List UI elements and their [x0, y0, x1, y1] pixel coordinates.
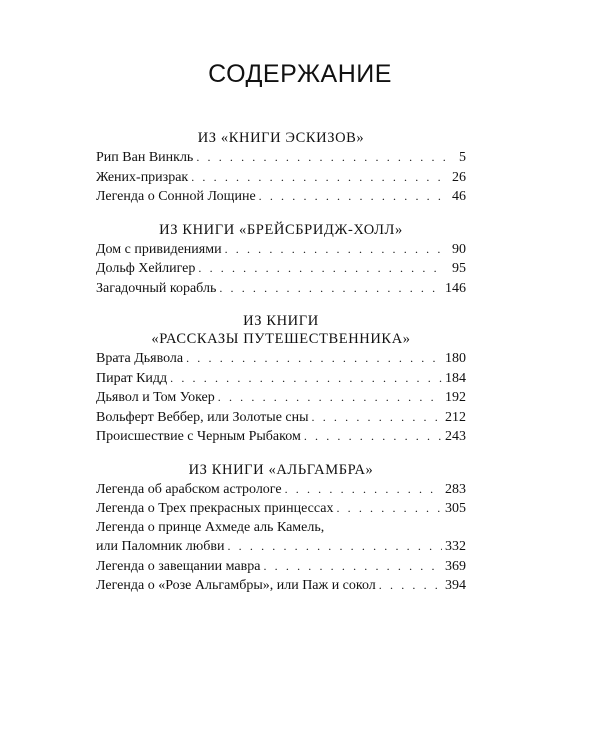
toc-entry[interactable]: [96, 240, 466, 260]
entry-title: Легенда о Трех прекрасных принцессах: [96, 501, 334, 516]
dot-leader: [170, 369, 442, 388]
entry-page-number: 305: [445, 501, 466, 516]
entry-title: или Паломник любви: [96, 539, 225, 554]
entry-title: Жених-призрак: [96, 169, 189, 185]
dot-leader: [219, 279, 442, 298]
dot-leader: [196, 148, 445, 167]
entry-title: Происшествие с Черным Рыбаком: [96, 429, 301, 444]
entry-title: Легенда о «Розе Альгамбры», или Паж и сокол: [96, 578, 376, 593]
dot-leader: [379, 576, 442, 595]
entry-page-number: 46: [452, 189, 466, 204]
dot-leader: [259, 187, 445, 206]
toc-section: [96, 222, 466, 299]
entry-title: Пират Кидд: [96, 370, 168, 386]
toc-entry[interactable]: [96, 576, 466, 596]
entry-page-number: 146: [445, 280, 466, 296]
toc-entry[interactable]: [96, 537, 466, 557]
toc-entry[interactable]: [96, 388, 466, 408]
entry-title: Врата Дьявола: [96, 351, 184, 366]
section-heading: ИЗ «КНИГИ ЭСКИЗОВ»: [197, 130, 365, 146]
entry-title: Дом с привидениями: [96, 241, 222, 257]
entry-page-number: 180: [445, 351, 466, 366]
dot-leader: [312, 408, 442, 427]
dot-leader: [285, 480, 442, 499]
toc-entry[interactable]: [96, 349, 466, 369]
entry-title: Дольф Хейлигер: [96, 261, 196, 276]
entry-title: Загадочный корабль: [96, 280, 217, 296]
entry-page-number: 90: [452, 241, 466, 257]
toc-entry[interactable]: [96, 187, 466, 207]
entry-title: Вольферт Веббер, или Золотые сны: [96, 409, 309, 425]
section-heading: ИЗ КНИГИ «АЛЬГАМБРА»: [188, 461, 374, 478]
toc-entry[interactable]: [96, 557, 466, 577]
toc-entry[interactable]: [96, 259, 466, 279]
table-of-contents: [96, 130, 466, 611]
toc-entry[interactable]: [96, 480, 466, 500]
dot-leader: [225, 240, 445, 259]
entry-page-number: 243: [445, 429, 466, 444]
section-heading-line1: ИЗ КНИГИ: [243, 313, 319, 329]
entry-title: Легенда о Сонной Лощине: [96, 189, 256, 204]
dot-leader: [227, 537, 442, 556]
entry-page-number: 5: [459, 150, 466, 165]
entry-page-number: 283: [445, 481, 466, 497]
dot-leader: [218, 388, 442, 407]
entry-page-number: 184: [445, 370, 466, 386]
entry-page-number: 212: [445, 409, 466, 425]
entry-page-number: 332: [445, 539, 466, 554]
entry-title-first-line[interactable]: Легенда о принце Ахмеде аль Камель,: [96, 519, 325, 535]
toc-entry[interactable]: [96, 148, 466, 168]
toc-entry[interactable]: [96, 408, 466, 428]
entry-title: Легенда об арабском астрологе: [96, 481, 282, 497]
entry-page-number: 26: [452, 169, 466, 185]
dot-leader: [191, 168, 445, 187]
dot-leader: [263, 557, 442, 576]
dot-leader: [198, 259, 445, 278]
page-title: СОДЕРЖАНИЕ: [208, 60, 392, 88]
toc-entry[interactable]: [96, 279, 466, 299]
section-heading-line2: «РАССКАЗЫ ПУТЕШЕСТВЕННИКА»: [151, 331, 411, 347]
entry-page-number: 192: [445, 390, 466, 405]
toc-entry[interactable]: [96, 369, 466, 389]
toc-entry[interactable]: [96, 168, 466, 188]
toc-section: [96, 462, 466, 596]
toc-entry[interactable]: [96, 427, 466, 447]
section-heading: ИЗ КНИГИ «БРЕЙСБРИДЖ-ХОЛЛ»: [159, 221, 403, 238]
entry-page-number: 394: [445, 578, 466, 593]
entry-title: Дьявол и Том Уокер: [96, 390, 215, 405]
entry-page-number: 95: [452, 261, 466, 276]
entry-page-number: 369: [445, 558, 466, 574]
dot-leader: [304, 427, 442, 446]
entry-title: Легенда о завещании мавра: [96, 558, 261, 574]
toc-entry[interactable]: [96, 499, 466, 519]
dot-leader: [186, 349, 442, 368]
entry-title: Рип Ван Винкль: [96, 150, 194, 165]
toc-section: [96, 313, 466, 447]
dot-leader: [336, 499, 442, 518]
toc-section: [96, 130, 466, 207]
